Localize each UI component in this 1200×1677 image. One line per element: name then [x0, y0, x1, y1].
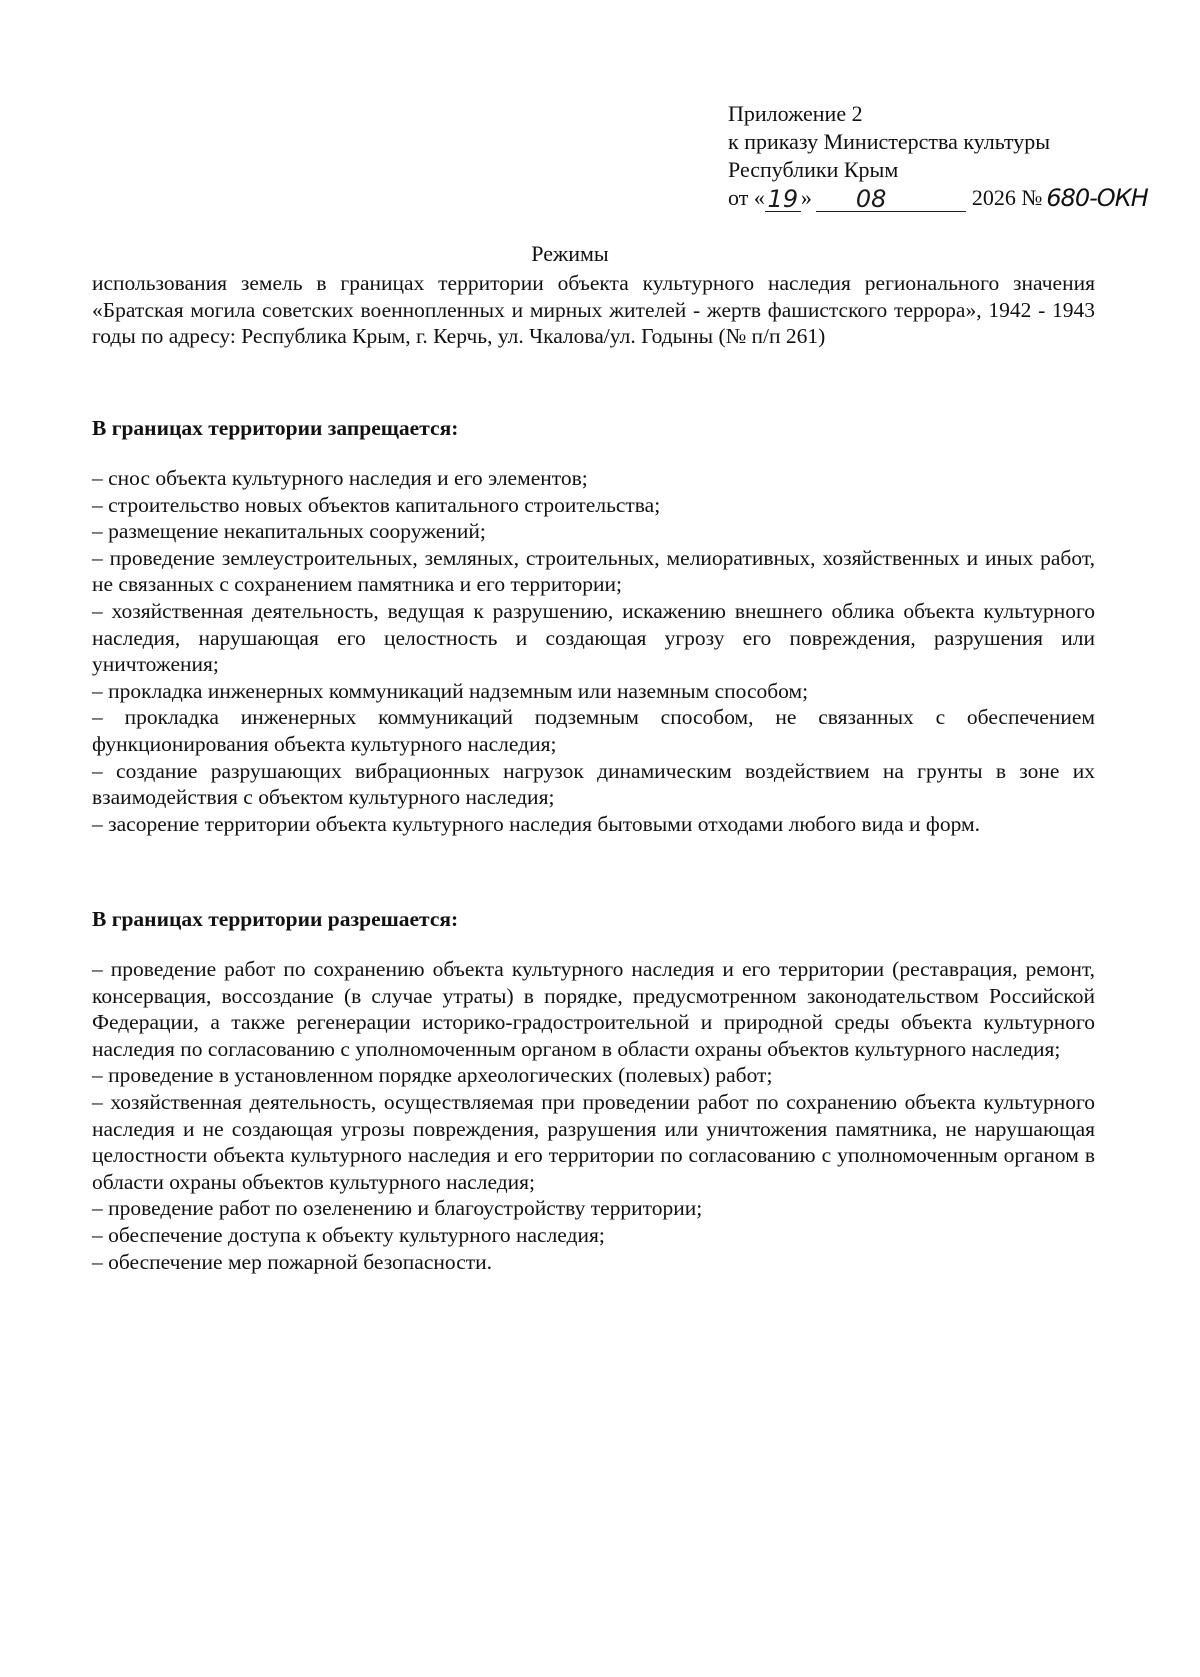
appendix-header	[728, 100, 1168, 212]
permitted-list	[92, 956, 1095, 1275]
date-day-field	[765, 185, 801, 213]
list-item: – засорение территории объекта культурного наследия бытовыми отходами любого вида и форм.	[92, 811, 980, 836]
date-prefix: от «	[728, 185, 765, 210]
list-item: – хозяйственная деятельность, осуществляемая при проведении работ по сохранению объекта культурного наследия и не создающая угрозы повреждения, разрушения или уничтожения памятника, не нарушающая целостности объекта культурного наследия и его территории по согласованию с уполномоченным органом в области охраны объектов культурного наследия;	[92, 1089, 1095, 1194]
date-month-handwritten: 08	[855, 185, 887, 213]
list-item: – обеспечение мер пожарной безопасности.	[92, 1249, 493, 1274]
date-day-handwritten: 19	[767, 185, 799, 213]
subtitle-text: использования земель в границах территории объекта культурного наследия регионального значения «Братская могила советских военнопленных и мирных жителей - жертв фашистского террора», 1942 - 1943 годы по адресу: Республика Крым, г. Керчь, ул. Чкалова/ул. Годыны (№ п/п 261)	[92, 271, 1095, 349]
list-item: – прокладка инженерных коммуникаций надземным или наземным способом;	[92, 678, 809, 703]
order-number-handwritten: 680-ОКН	[1046, 184, 1148, 212]
list-item: – хозяйственная деятельность, ведущая к разрушению, искажению внешнего облика объекта культурного наследия, нарушающая его целостность и создающая угрозу его повреждения, разрушения или уничтожения;	[92, 598, 1095, 677]
list-item: – проведение работ по озеленению и благоустройству территории;	[92, 1196, 703, 1221]
list-item: – проведение землеустроительных, земляных, строительных, мелиоративных, хозяйственных и иных работ, не связанных с сохранением памятника и его территории;	[92, 545, 1095, 597]
document-title: Режимы	[531, 241, 609, 266]
republic-name: Республики Крым	[728, 157, 899, 182]
list-item: – строительство новых объектов капитального строительства;	[92, 492, 661, 517]
list-item: – создание разрушающих вибрационных нагрузок динамическим воздействием на грунты в зоне их взаимодействия с объектом культурного наследия;	[92, 758, 1095, 810]
list-item: – снос объекта культурного наследия и его элементов;	[92, 466, 588, 490]
date-month-field	[816, 185, 966, 213]
appendix-label: Приложение 2	[728, 101, 863, 126]
date-mid: »	[800, 185, 812, 210]
list-item: – проведение в установленном порядке археологических (полевых) работ;	[92, 1063, 773, 1088]
order-date-line	[728, 184, 1168, 212]
order-reference: к приказу Министерства культуры	[728, 129, 1051, 154]
document-subtitle	[92, 270, 1095, 350]
prohibited-list	[92, 465, 1095, 837]
list-item: – прокладка инженерных коммуникаций подземным способом, не связанных с обеспечением функционирования объекта культурного наследия;	[92, 705, 1095, 756]
permitted-heading: В границах территории разрешается:	[92, 907, 459, 931]
list-item: – проведение работ по сохранению объекта культурного наследия и его территории (реставрация, ремонт, консервация, воссоздание (в случае утраты) в порядке, предусмотренном законодательством Российской Федерации, а также регенерации историко-градостроительной и природной среды объекта культурного наследия по согласованию с уполномоченным органом в области охраны объектов культурного наследия;	[92, 957, 1095, 1061]
list-item: – размещение некапитальных сооружений;	[92, 519, 486, 544]
list-item: – обеспечение доступа к объекту культурного наследия;	[92, 1222, 605, 1247]
prohibited-heading: В границах территории запрещается:	[92, 416, 459, 440]
date-year-number-label: 2026 №	[971, 185, 1043, 210]
